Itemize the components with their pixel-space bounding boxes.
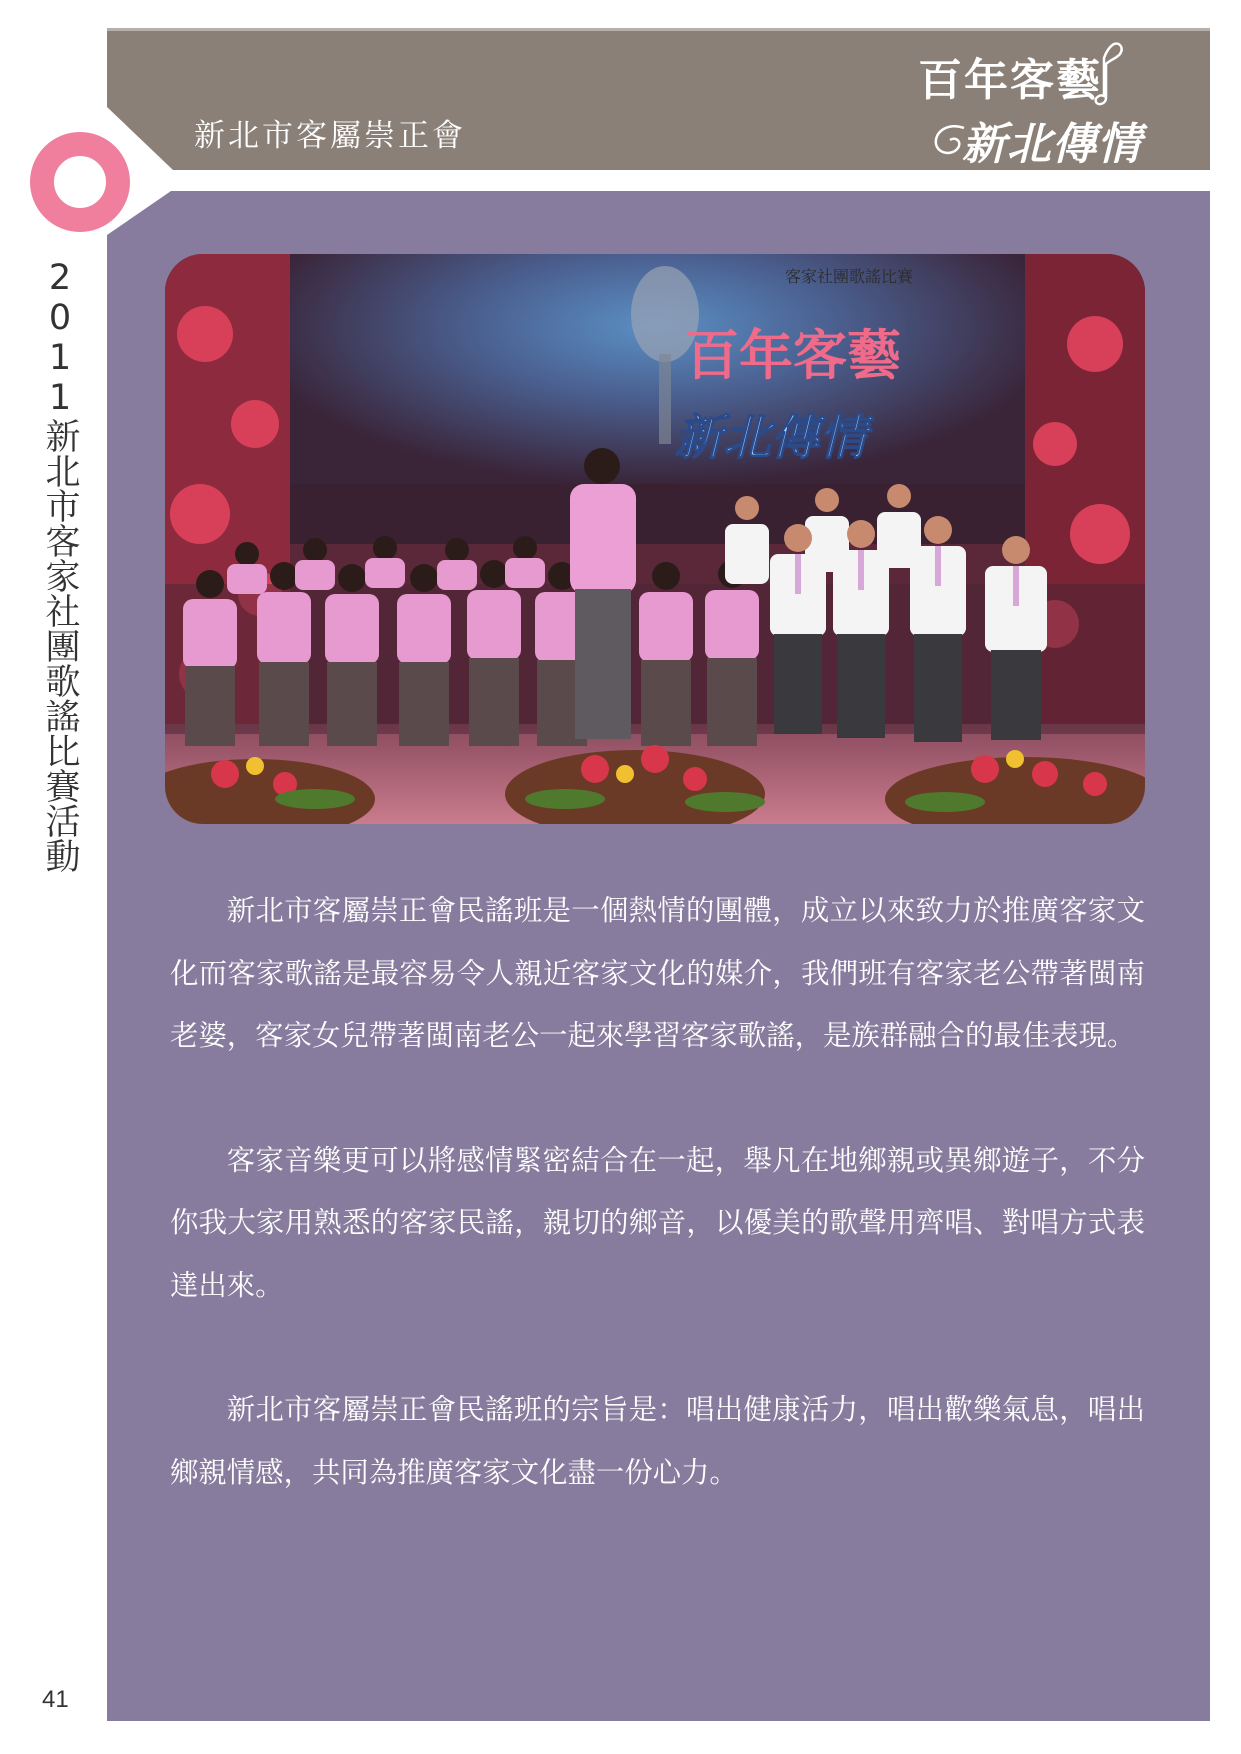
conductor-figure <box>570 448 636 739</box>
photo-banner-small: 客家社團歌謠比賽 <box>785 267 914 286</box>
article-body <box>170 880 1145 1504</box>
photo-banner-bottom: 新北傳情 <box>675 410 868 466</box>
page-number: 41 <box>42 1686 69 1713</box>
logo-text-bottom: 新北傳情 <box>962 119 1142 170</box>
spine-title: 2011新北市客家社團歌謠比賽活動 <box>40 258 80 873</box>
pink-ring-decoration <box>30 132 130 232</box>
article-paragraph: 新北市客屬崇正會民謠班的宗旨是：唱出健康活力，唱出歡樂氣息，唱出鄉親情感，共同為推廣客家文化盡一份心力。 <box>170 1393 1145 1489</box>
article-paragraph: 新北市客屬崇正會民謠班是一個熱情的團體，成立以來致力於推廣客家文化而客家歌謠是最容易令人親近客家文化的媒介，我們班有客家老公帶著閩南老婆，客家女兒帶著閩南老公一起來學習客家歌謠，是族群融合的最佳表現。 <box>170 894 1145 1052</box>
event-logo <box>910 34 1180 168</box>
article-paragraph: 客家音樂更可以將感情緊密結合在一起，舉凡在地鄉親或異鄉遊子，不分你我大家用熟悉的客家民謠，親切的鄉音，以優美的歌聲用齊唱、對唱方式表達出來。 <box>170 1143 1145 1302</box>
logo-text-top: 百年客藝 <box>918 55 1102 106</box>
photo-banner-top: 百年客藝 <box>685 323 901 387</box>
organization-title: 新北市客屬崇正會 <box>194 118 466 154</box>
choir-photo <box>165 254 1145 824</box>
